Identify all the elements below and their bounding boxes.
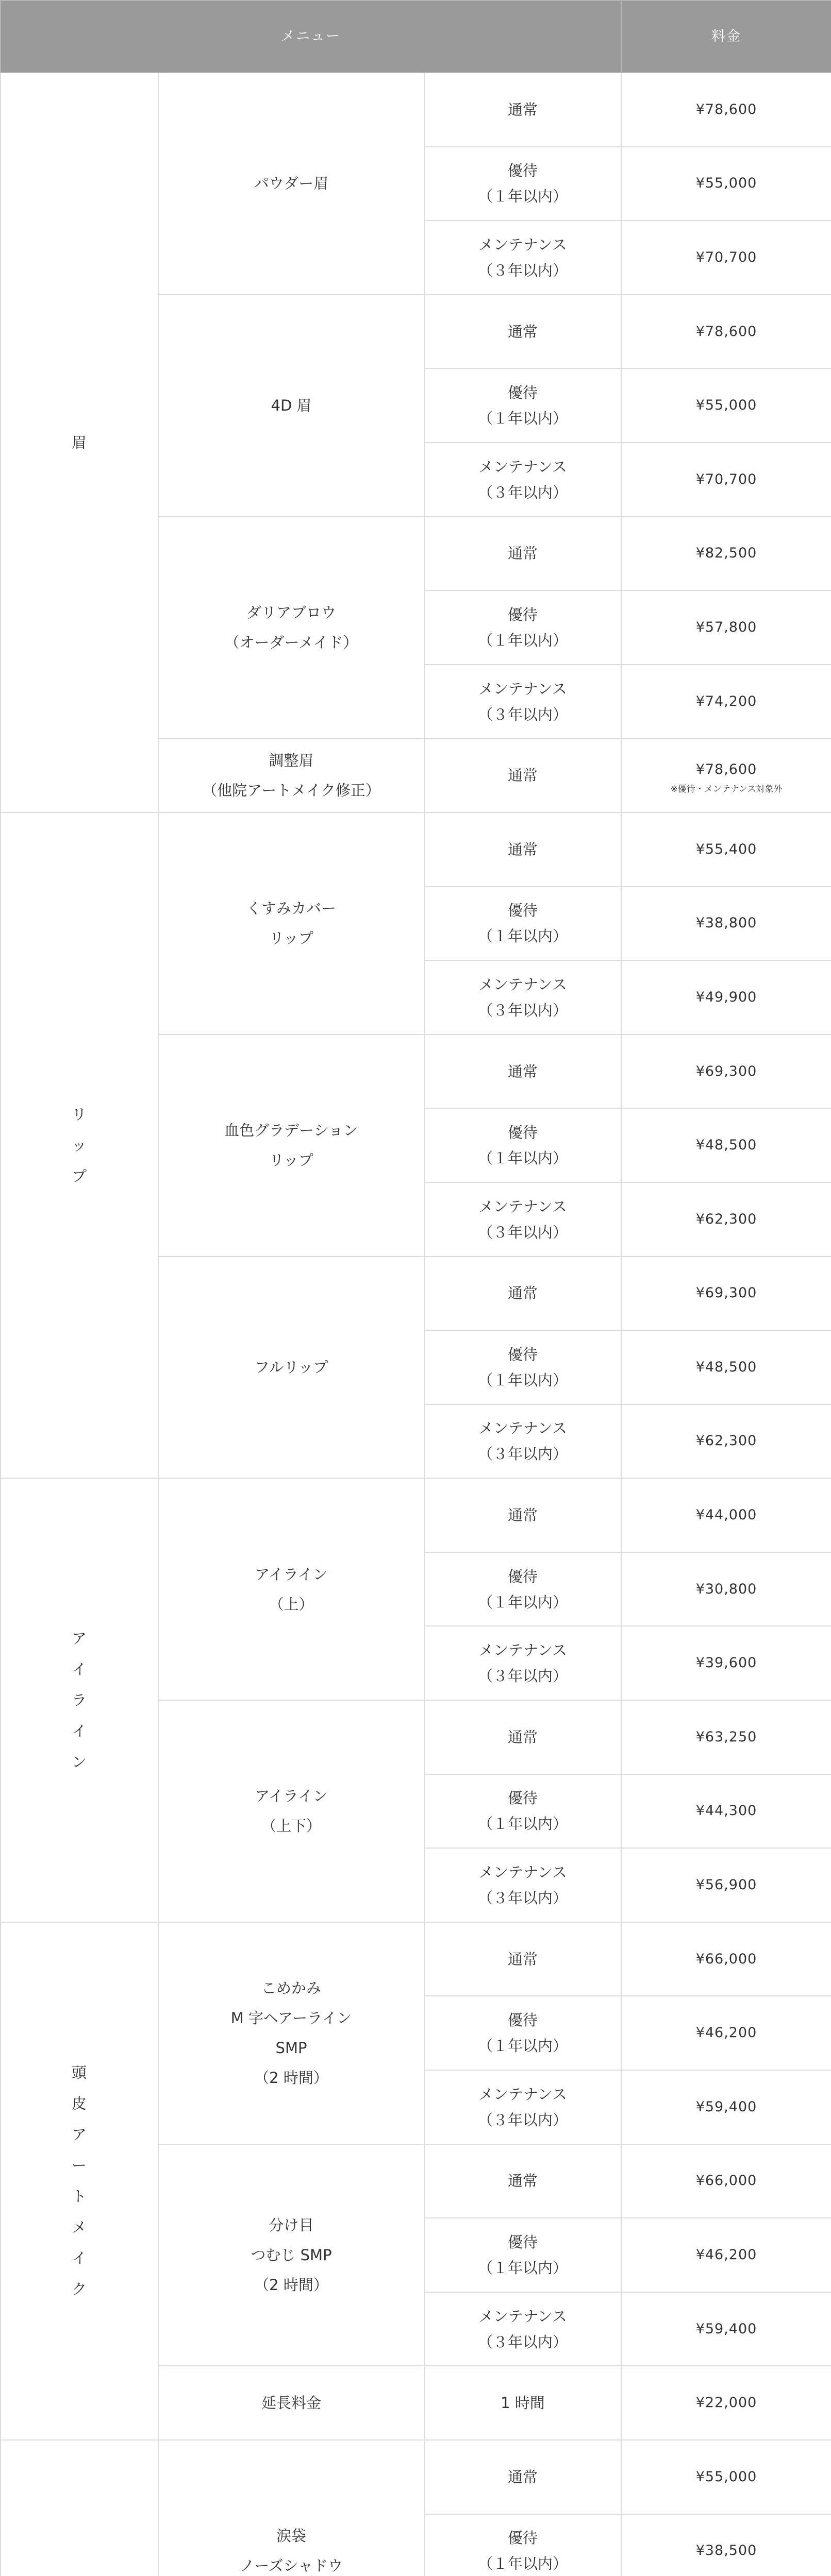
price-cell: [621, 443, 831, 517]
price-cell: [621, 738, 831, 812]
price-value: ¥49,900: [695, 989, 757, 1005]
price-value: ¥70,700: [695, 249, 757, 265]
price-type-yutai: [424, 887, 621, 961]
price-value: ¥55,000: [695, 2468, 757, 2485]
price-type-normal: [424, 812, 621, 887]
price-header: 料金: [621, 1, 831, 73]
price-value: ¥48,500: [695, 1137, 757, 1154]
price-value: ¥59,400: [695, 2098, 757, 2115]
price-type-yutai: [424, 368, 621, 443]
menu-header: メニュー: [1, 1, 621, 73]
price-cell: [621, 665, 831, 739]
price-cell: [621, 1478, 831, 1552]
price-type-label: 通常: [508, 100, 538, 118]
price-cell: [621, 2440, 831, 2514]
price-type-label: 優待: [508, 1345, 538, 1363]
price-type-label: 優待: [508, 384, 538, 402]
menu-name-cell: [158, 2366, 424, 2440]
price-type-sublabel: （３年以内）: [478, 1889, 568, 1907]
price-type-label: 通常: [508, 2468, 538, 2486]
price-type-normal: [424, 1922, 621, 1996]
menu-name: こめかみ M 字ヘアーライン SMP （2 時間）: [230, 1979, 352, 2087]
menu-name: くすみカバー リップ: [246, 900, 336, 947]
price-cell: [621, 1552, 831, 1626]
price-type-sublabel: （３年以内）: [478, 261, 568, 279]
price-value: ¥55,000: [695, 397, 757, 414]
price-cell: [621, 1035, 831, 1109]
price-type-normal: [424, 1257, 621, 1331]
price-cell: [621, 295, 831, 369]
menu-name-cell: [158, 73, 424, 295]
price-value: ¥66,000: [695, 1951, 757, 1967]
price-type-sublabel: （１年以内）: [478, 1815, 568, 1833]
table-row: [1, 73, 831, 147]
category-cell-face: [1, 2440, 158, 2576]
menu-name: パウダー眉: [254, 175, 329, 193]
price-type-label: 通常: [508, 1506, 538, 1524]
price-value: ¥78,600: [695, 761, 757, 778]
price-cell: [621, 1257, 831, 1331]
price-type-label: メンテナンス: [478, 1197, 567, 1215]
price-type-maintenance: [424, 2070, 621, 2144]
price-cell: [621, 1700, 831, 1774]
price-type-yutai: [424, 2218, 621, 2292]
price-type-label: 優待: [508, 2233, 538, 2251]
price-type-label: メンテナンス: [478, 2085, 567, 2103]
price-type-label: 通常: [508, 2172, 538, 2190]
menu-name: アイライン （上）: [255, 1565, 328, 1613]
price-type-maintenance: [424, 1848, 621, 1922]
price-type-sublabel: （３年以内）: [478, 1445, 568, 1463]
price-type-label: 優待: [508, 2529, 538, 2547]
price-cell: [621, 812, 831, 887]
price-type-label: メンテナンス: [478, 975, 567, 993]
price-type-maintenance: [424, 1404, 621, 1479]
price-value: ¥38,800: [695, 915, 757, 931]
price-cell: [621, 221, 831, 295]
price-type-sublabel: （１年以内）: [478, 631, 568, 649]
price-cell: [621, 147, 831, 221]
price-type-maintenance: [424, 221, 621, 295]
price-type-maintenance: [424, 1182, 621, 1257]
price-type-label: 通常: [508, 1728, 538, 1746]
menu-name-cell: [158, 2440, 424, 2576]
price-type-sublabel: （１年以内）: [478, 1149, 568, 1167]
price-type-sublabel: （３年以内）: [478, 2111, 568, 2129]
menu-name: 分け目 つむじ SMP （2 時間）: [251, 2216, 332, 2294]
price-value: ¥22,000: [695, 2395, 757, 2411]
price-type-label: 1 時間: [501, 2394, 545, 2412]
price-type-label: 優待: [508, 1124, 538, 1142]
price-type-maintenance: [424, 960, 621, 1035]
price-cell: [621, 1848, 831, 1922]
price-cell: [621, 2218, 831, 2292]
price-value: ¥63,250: [695, 1728, 757, 1745]
price-type-maintenance: [424, 2292, 621, 2366]
price-cell: [621, 887, 831, 961]
price-type-yutai: [424, 1774, 621, 1849]
price-type-normal: [424, 1700, 621, 1774]
price-type-sublabel: （３年以内）: [478, 705, 568, 723]
price-type-maintenance: [424, 1626, 621, 1700]
price-type-maintenance: [424, 665, 621, 739]
category-label: 眉: [71, 433, 87, 451]
price-cell: [621, 2366, 831, 2440]
menu-name-cell: [158, 1478, 424, 1700]
price-cell: [621, 960, 831, 1035]
price-cell: [621, 1404, 831, 1479]
price-type-normal: [424, 2440, 621, 2514]
price-type-sublabel: （３年以内）: [478, 2333, 568, 2351]
price-type-label: 優待: [508, 162, 538, 180]
category-cell-lip: [1, 812, 158, 1478]
price-cell: [621, 1922, 831, 1996]
category-cell-mayu: [1, 73, 158, 812]
menu-name: 血色グラデーション リップ: [224, 1122, 358, 1170]
price-value: ¥44,300: [695, 1803, 757, 1819]
price-cell: [621, 1182, 831, 1257]
price-cell: [621, 368, 831, 443]
price-type-yutai: [424, 1330, 621, 1404]
price-value: ¥62,300: [695, 1433, 757, 1449]
price-value: ¥56,900: [695, 1877, 757, 1893]
price-type-yutai: [424, 2514, 621, 2576]
price-type-sublabel: （３年以内）: [478, 1223, 568, 1241]
price-type-cell: [424, 2366, 621, 2440]
price-type-normal: [424, 73, 621, 147]
price-cell: [621, 1996, 831, 2070]
price-cell: [621, 1330, 831, 1404]
price-type-yutai: [424, 1552, 621, 1626]
menu-name: 延長料金: [261, 2394, 321, 2412]
price-value: ¥59,400: [695, 2320, 757, 2337]
price-type-label: 通常: [508, 767, 538, 785]
price-type-label: メンテナンス: [478, 2307, 567, 2325]
price-type-yutai: [424, 1108, 621, 1182]
price-type-label: 優待: [508, 1567, 538, 1585]
table-row: [1, 1922, 831, 1996]
price-value: ¥44,000: [695, 1507, 757, 1523]
price-type-sublabel: （１年以内）: [478, 1371, 568, 1389]
price-value: ¥66,000: [695, 2173, 757, 2189]
menu-name: 調整眉 （他院アートメイク修正）: [202, 752, 380, 800]
price-type-sublabel: （１年以内）: [478, 1593, 568, 1611]
price-type-label: 優待: [508, 605, 538, 623]
menu-name: 涙袋 ノーズシャドウ: [239, 2527, 343, 2575]
price-type-label: 優待: [508, 1789, 538, 1807]
price-type-label: メンテナンス: [478, 1863, 567, 1882]
price-cell: [621, 517, 831, 591]
price-cell: [621, 590, 831, 665]
category-label: リップ: [71, 1106, 87, 1185]
price-value: ¥74,200: [695, 693, 757, 709]
category-label: 頭皮アートメイク: [71, 2064, 87, 2298]
menu-name-cell: [158, 812, 424, 1035]
menu-name-cell: [158, 517, 424, 739]
menu-name: アイライン （上下）: [255, 1787, 328, 1835]
price-type-label: 優待: [508, 902, 538, 920]
price-value: ¥39,600: [695, 1655, 757, 1671]
price-type-label: 通常: [508, 1284, 538, 1302]
price-type-normal: [424, 1035, 621, 1109]
menu-name-cell: [158, 1700, 424, 1922]
price-type-label: メンテナンス: [478, 235, 567, 253]
price-type-yutai: [424, 590, 621, 665]
price-value: ¥78,600: [695, 323, 757, 340]
price-type-cell: [424, 738, 621, 812]
price-value: ¥69,300: [695, 1285, 757, 1301]
table-row: [1, 812, 831, 887]
price-type-sublabel: （３年以内）: [478, 1001, 568, 1019]
price-cell: [621, 1774, 831, 1849]
price-cell: [621, 1108, 831, 1182]
price-value: ¥82,500: [695, 545, 757, 562]
price-cell: [621, 2514, 831, 2576]
price-cell: [621, 2292, 831, 2366]
price-type-sublabel: （３年以内）: [478, 483, 568, 501]
price-type-label: 通常: [508, 1062, 538, 1080]
table-row: [1, 2440, 831, 2514]
price-value: ¥38,500: [695, 2543, 757, 2559]
price-type-sublabel: （１年以内）: [478, 2259, 568, 2277]
price-type-label: 通常: [508, 840, 538, 858]
price-type-normal: [424, 1478, 621, 1552]
price-type-yutai: [424, 147, 621, 221]
price-value: ¥48,500: [695, 1359, 757, 1375]
menu-name-cell: [158, 295, 424, 517]
price-type-label: 通常: [508, 323, 538, 341]
price-value: ¥70,700: [695, 471, 757, 487]
menu-name-cell: [158, 1922, 424, 2144]
price-type-sublabel: （１年以内）: [478, 410, 568, 428]
price-type-maintenance: [424, 443, 621, 517]
price-value: ¥30,800: [695, 1581, 757, 1597]
menu-name: フルリップ: [254, 1358, 328, 1376]
menu-name-cell: [158, 1257, 424, 1479]
menu-name: 4D 眉: [271, 397, 312, 415]
table-row: [1, 1478, 831, 1552]
price-type-label: 通常: [508, 1950, 538, 1968]
price-value: ¥55,400: [695, 841, 757, 857]
price-type-sublabel: （１年以内）: [478, 2037, 568, 2055]
price-type-label: メンテナンス: [478, 1419, 567, 1437]
price-value: ¥55,000: [695, 175, 757, 192]
price-type-normal: [424, 2144, 621, 2218]
price-type-label: メンテナンス: [478, 680, 567, 698]
price-cell: [621, 2070, 831, 2144]
price-type-normal: [424, 295, 621, 369]
menu-name-cell: [158, 738, 424, 812]
menu-name-cell: [158, 2144, 424, 2366]
table-header-row: [1, 1, 831, 73]
price-cell: [621, 1626, 831, 1700]
price-type-sublabel: （１年以内）: [478, 188, 568, 206]
price-type-normal: [424, 517, 621, 591]
price-value: ¥62,300: [695, 1211, 757, 1227]
price-value: ¥57,800: [695, 619, 757, 635]
menu-name: ダリアブロウ （オーダーメイド）: [224, 603, 358, 651]
price-value: ¥46,200: [695, 2025, 757, 2041]
price-type-sublabel: （３年以内）: [478, 1667, 568, 1685]
price-note: ※優待・メンテナンス対象外: [670, 784, 783, 795]
category-cell-scalp: [1, 1922, 158, 2440]
price-type-yutai: [424, 1996, 621, 2070]
category-label: アイライン: [71, 1630, 87, 1771]
category-cell-eyeline: [1, 1478, 158, 1922]
price-type-sublabel: （１年以内）: [478, 2555, 568, 2573]
price-value: ¥46,200: [695, 2247, 757, 2263]
price-type-label: メンテナンス: [478, 457, 567, 476]
price-cell: [621, 2144, 831, 2218]
price-type-label: メンテナンス: [478, 1641, 567, 1659]
price-value: ¥78,600: [695, 101, 757, 117]
price-value: ¥69,300: [695, 1063, 757, 1079]
price-type-label: 通常: [508, 545, 538, 563]
price-type-label: 優待: [508, 2011, 538, 2029]
price-cell: [621, 73, 831, 147]
menu-name-cell: [158, 1035, 424, 1257]
price-type-sublabel: （１年以内）: [478, 927, 568, 945]
